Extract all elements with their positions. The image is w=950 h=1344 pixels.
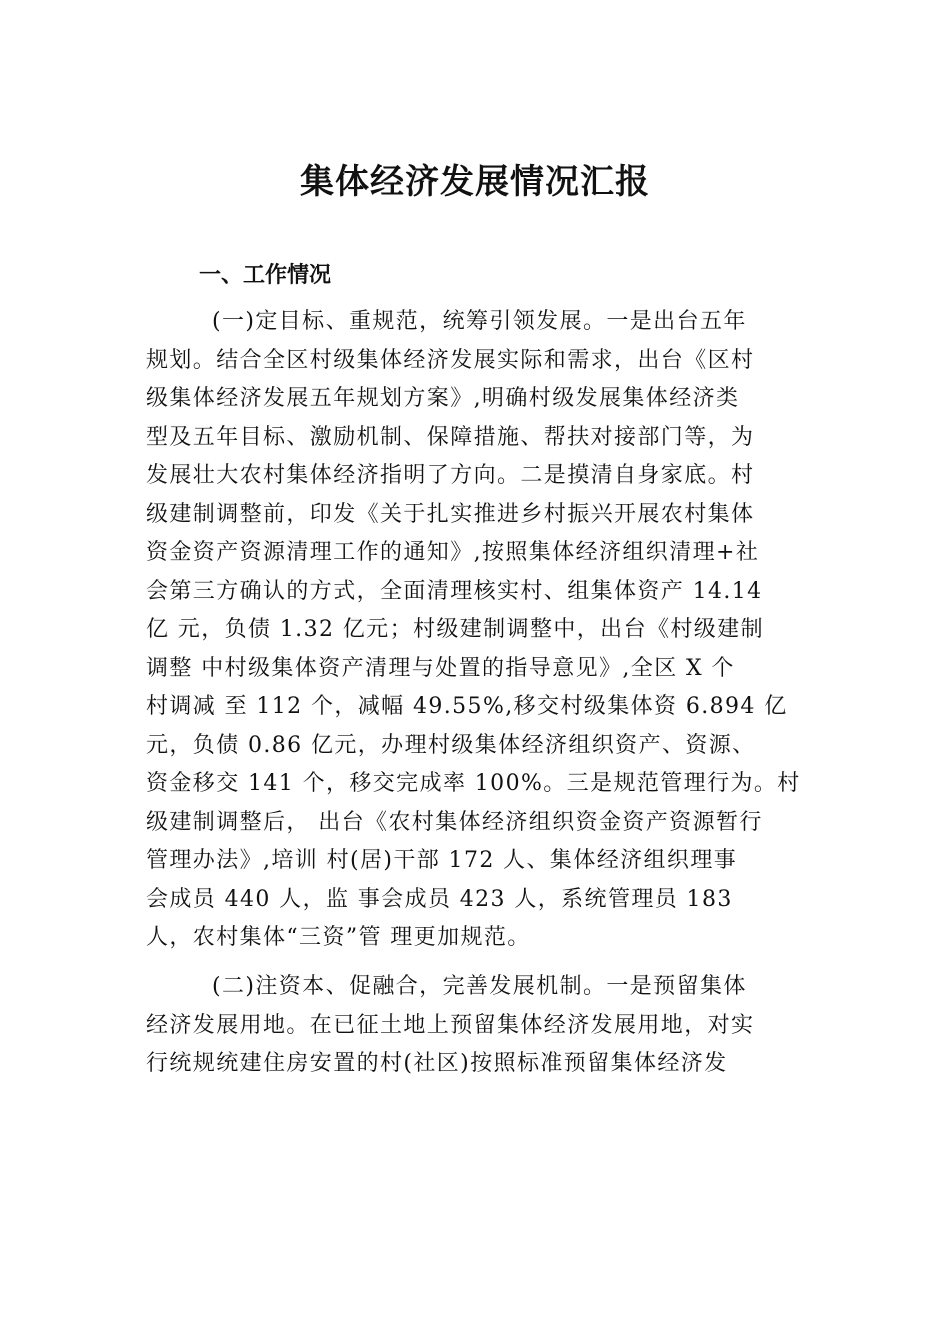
paragraph-line: 资金资产资源清理工作的通知》,按照集体经济组织清理+社: [146, 540, 760, 565]
paragraph-line: 亿 元，负债 1.32 亿元；村级建制调整中，出台《村级建制: [146, 617, 764, 642]
paragraph-line: 行统规统建住房安置的村(社区)按照标准预留集体经济发: [146, 1051, 728, 1076]
paragraph-line: 发展壮大农村集体经济指明了方向。二是摸清自身家底。村: [146, 463, 755, 488]
paragraph-line: 会成员 440 人，监 事会成员 423 人，系统管理员 183: [146, 886, 733, 912]
paragraph-line: 管理办法》,培训 村(居)干部 172 人、集体经济组织理事: [146, 848, 738, 873]
paragraph-line: 人，农村集体“三资”管 理更加规范。: [146, 925, 531, 950]
section-heading-work-status: 一、工作情况: [199, 263, 332, 288]
paragraph-line: (二)注资本、促融合，完善发展机制。一是预留集体: [212, 974, 747, 999]
paragraph-line: 村调减 至 112 个，减幅 49.55%,移交村级集体资 6.894 亿: [146, 694, 788, 719]
paragraph-line: 经济发展用地。在已征土地上预留集体经济发展用地，对实: [146, 1012, 755, 1038]
document-title: 集体经济发展情况汇报: [300, 162, 650, 202]
paragraph-line: 元，负债 0.86 亿元，办理村级集体经济组织资产、资源、: [146, 732, 756, 758]
paragraph-2: [146, 968, 816, 1084]
paragraph-line: 级建制调整前，印发《关于扎实推进乡村振兴开展农村集体: [146, 501, 755, 527]
paragraph-1: [146, 303, 816, 958]
paragraph-line: (一)定目标、重规范，统筹引领发展。一是出台五年: [212, 309, 747, 334]
paragraph-line: 调整 中村级集体资产清理与处置的指导意见》,全区 X 个: [146, 655, 735, 681]
paragraph-line: 型及五年目标、激励机制、保障措施、帮扶对接部门等，为: [146, 424, 755, 450]
paragraph-line: 级建制调整后， 出台《农村集体经济组织资金资产资源暂行: [146, 809, 763, 835]
paragraph-line: 会第三方确认的方式，全面清理核实村、组集体资产 14.14: [146, 578, 763, 604]
paragraph-line: 资金移交 141 个，移交完成率 100%。三是规范管理行为。村: [146, 771, 801, 796]
paragraph-line: 规划。结合全区村级集体经济发展实际和需求，出台《区村: [146, 347, 755, 373]
paragraph-line: 级集体经济发展五年规划方案》,明确村级发展集体经济类: [146, 386, 740, 411]
